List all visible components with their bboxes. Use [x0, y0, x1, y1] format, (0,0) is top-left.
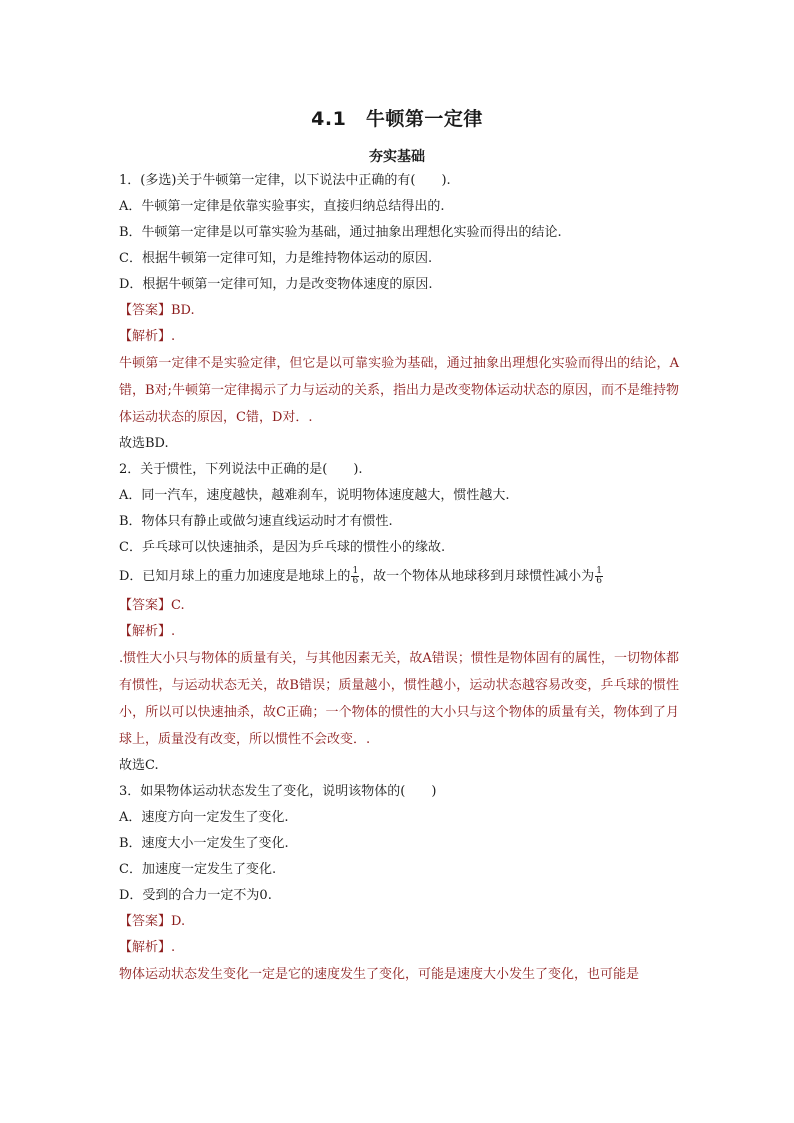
- q1-analysis: 牛顿第一定律不是实验定律，但它是以可靠实验为基础，通过抽象出理想化实验而得出的结论，A错，B对;牛顿第一定律揭示了力与运动的关系，指出力是改变物体运动状态的原因，而不是维持物体运动状态的原因，C错，D对．.: [119, 356, 679, 425]
- q3-option-c: C．加速度一定发生了变化.: [119, 862, 277, 877]
- q3-stem: 3．如果物体运动状态发生了变化，说明该物体的( ): [119, 784, 437, 799]
- fraction-denominator: 6: [352, 576, 359, 586]
- fraction-numerator: 1: [352, 566, 359, 576]
- q2-option-c: C．乒乓球可以快速抽杀，是因为乒乓球的惯性小的缘故.: [119, 540, 446, 555]
- q2-stem: 2．关于惯性，下列说法中正确的是( ).: [119, 462, 363, 477]
- q1-option-a: A．牛顿第一定律是依靠实验事实，直接归纳总结得出的.: [119, 199, 445, 214]
- q3-analysis: 物体运动状态发生变化一定是它的速度发生了变化，可能是速度大小发生了变化，也可能是: [119, 967, 640, 982]
- q1-answer: 【答案】BD.: [119, 303, 195, 318]
- q1-stem: 1．(多选)关于牛顿第一定律，以下说法中正确的有( ).: [119, 173, 451, 188]
- q2-option-d-part1: D．已知月球上的重力加速度是地球上的: [119, 569, 351, 584]
- q2-option-a: A．同一汽车，速度越快，越难刹车，说明物体速度越大，惯性越大.: [119, 488, 510, 503]
- q3-option-b: B．速度大小一定发生了变化.: [119, 836, 289, 851]
- q3-answer: 【答案】D.: [119, 914, 186, 929]
- q2-answer: 【答案】C.: [119, 598, 185, 613]
- q3-option-d: D．受到的合力一定不为0.: [119, 888, 272, 903]
- q2-option-b: B．物体只有静止或做匀速直线运动时才有惯性.: [119, 514, 393, 529]
- q1-option-c: C．根据牛顿第一定律可知，力是维持物体运动的原因.: [119, 251, 433, 266]
- q1-analysis-label: 【解析】.: [119, 329, 176, 344]
- document-body: [119, 168, 679, 988]
- q3-option-a: A．速度方向一定发生了变化.: [119, 810, 289, 825]
- fraction-denominator: 6: [596, 576, 602, 586]
- q2-option-d: [119, 561, 679, 593]
- q2-analysis-label: 【解析】.: [119, 624, 176, 639]
- section-heading: 夯实基础: [369, 149, 425, 165]
- q2-analysis: .惯性大小只与物体的质量有关，与其他因素无关，故A错误；惯性是物体固有的属性，一切物体都有惯性，与运动状态无关，故B错误；质量越小，惯性越小，运动状态越容易改变，乒乓球的惯性小，所以可以快速抽杀，故C正确；一个物体的惯性的大小只与这个物体的质量有关，物体到了月球上，质量没有改变，所以惯性不会改变．.: [119, 651, 679, 747]
- q1-conclusion: 故选BD.: [119, 436, 169, 451]
- fraction-one-sixth: [351, 567, 359, 586]
- fraction-one-sixth: [595, 567, 603, 586]
- q1-option-d: D．根据牛顿第一定律可知，力是改变物体速度的原因.: [119, 277, 433, 292]
- q1-option-b: B．牛顿第一定律是以可靠实验为基础，通过抽象出理想化实验而得出的结论.: [119, 225, 562, 240]
- q2-option-d-part2: ，故一个物体从地球移到月球惯性减小为: [360, 569, 595, 584]
- q3-analysis-label: 【解析】.: [119, 940, 176, 955]
- fraction-numerator: 1: [596, 566, 602, 576]
- q2-conclusion: 故选C.: [119, 758, 159, 773]
- page-title: 4.1 牛顿第一定律: [311, 108, 483, 130]
